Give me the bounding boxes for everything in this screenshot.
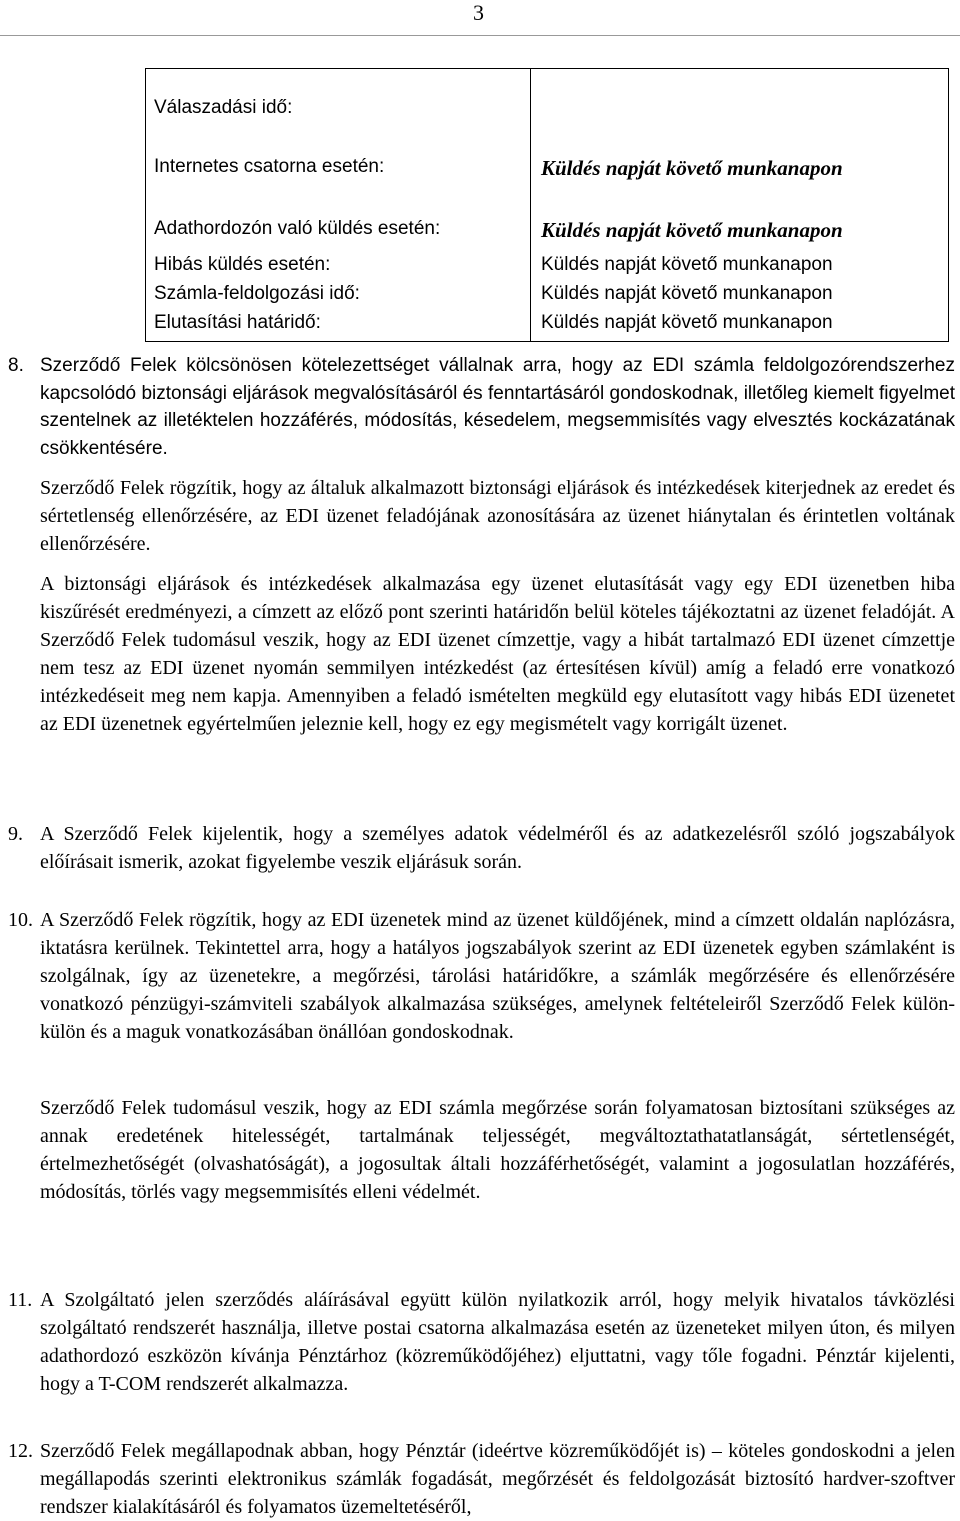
table-label: Hibás küldés esetén:	[154, 254, 331, 275]
table-label: Internetes csatorna esetén:	[154, 156, 385, 177]
table-value: Küldés napját követő munkanapon	[541, 312, 833, 333]
paragraph: Szerződő Felek kölcsönösen kötelezettséget vállalnak arra, hogy az EDI számla feldolgozórendszerhez kapcsolódó biztonsági eljárások megvalósításáról és fenntartásáról gondoskodnak, illetőleg kiemelt figyelmet szentelnek az illetéktelen hozzáférés, módosítás, késedelem, megsemmisítés vagy elvesztés kockázatának csökkentésére.	[40, 355, 955, 459]
section-number: 9.	[8, 823, 23, 845]
table-label: Válaszadási idő:	[154, 97, 293, 118]
paragraph: Szerződő Felek tudomásul veszik, hogy az EDI számla megőrzése során folyamatosan biztosítani szükséges az annak eredetének hitelességét, tartalmának teljességét, megváltoztathatatlanságát, sértetlenségét, értelmezhetőségét (olvashatóságát), a jogosultak általi hozzáférhetőségét, valamint a jogosulatlan hozzáférés, módosítás, törlés vagy megsemmisítés elleni védelmét.	[40, 1097, 955, 1203]
table-value: Küldés napját követő munkanapon	[541, 283, 833, 304]
response-time-table	[145, 68, 949, 342]
table-row	[146, 218, 948, 248]
table-value: Küldés napját követő munkanapon	[541, 254, 833, 275]
table-label: Adathordozón való küldés esetén:	[154, 218, 441, 239]
table-row	[146, 283, 948, 313]
table-label: Elutasítási határidő:	[154, 312, 321, 333]
section-number: 11.	[8, 1289, 33, 1311]
page-number: 3	[473, 0, 484, 25]
section-number: 10.	[8, 909, 33, 931]
table-value: Küldés napját követő munkanapon	[541, 218, 843, 242]
table-row	[146, 97, 948, 127]
paragraph: A Szerződő Felek kijelentik, hogy a személyes adatok védelméről és az adatkezelésről szóló jogszabályok előírásait ismerik, azokat figyelembe veszik eljárásuk során.	[40, 823, 955, 873]
section-number: 12.	[8, 1440, 33, 1462]
section-number: 8.	[8, 355, 24, 376]
paragraph: A Szerződő Felek rögzítik, hogy az EDI üzenetek mind az üzenet küldőjének, mind a címzett oldalán naplózásra, iktatásra kerülnek. Tekintettel arra, hogy a hatályos jogszabályok szerint az EDI üzenetek egyben számlaként is szolgálnak, így az üzenetekre, a megőrzési, tárolási határidőkre, a számlák megőrzésére és ellenőrzésére vonatkozó pénzügyi-számviteli szabályok alkalmazása szükséges, amelynek feltételeiről Szerződő Felek külön-külön és a maguk vonatkozásában önállóan gondoskodnak.	[40, 909, 955, 1043]
table-row	[146, 254, 948, 284]
header-rule	[0, 35, 960, 36]
table-row	[146, 156, 948, 186]
paragraph: Szerződő Felek rögzítik, hogy az általuk alkalmazott biztonsági eljárások és intézkedések kiterjednek az eredet és sértetlenség ellenőrzésére, az EDI üzenet feladójának azonosítására az üzenet hiánytalan és érintetlen voltának ellenőrzésére.	[40, 477, 955, 555]
paragraph: Szerződő Felek megállapodnak abban, hogy Pénztár (ideértve közreműködőjét is) – köteles gondoskodni a jelen megállapodás szerinti elektronikus számlák fogadását, megőrzését és feldolgozását biztosító hardver-szoftver rendszer kialakításáról és folyamatos üzemeltetéséről,	[40, 1440, 955, 1518]
table-value: Küldés napját követő munkanapon	[541, 156, 843, 180]
paragraph: A biztonsági eljárások és intézkedések alkalmazása egy üzenet elutasítását vagy egy EDI üzenetben hiba kiszűrését eredményezi, a címzett az előző pont szerinti határidőn belül köteles tájékoztatni az üzenet feladóját. A Szerződő Felek tudomásul veszik, hogy az EDI üzenet címzettje, vagy a hibát tartalmazó EDI üzenet címzettje nem tesz az EDI üzenet nyomán semmilyen intézkedést (az értesítésen kívül) amíg a feladó erre vonatkozó intézkedéseit meg nem kapja. Amennyiben a feladó ismételten megküld egy elutasított vagy hibás EDI üzenetet az EDI üzenetnek egyértelműen jeleznie kell, hogy ez egy megismételt vagy korrigált üzenet.	[40, 573, 955, 735]
table-label: Számla-feldolgozási idő:	[154, 283, 360, 304]
paragraph: A Szolgáltató jelen szerződés aláírásával együtt külön nyilatkozik arról, hogy melyik hivatalos távközlési szolgáltató rendszerét használja, illetve postai csatorna alkalmazása esetén az üzeneteket milyen úton, és milyen adathordozó eszközön kívánja Pénztárhoz (közreműködőjéhez) eljuttatni, vagy tőle fogadni. Pénztár kijelenti, hogy a T-COM rendszerét alkalmazza.	[40, 1289, 955, 1395]
table-row	[146, 312, 948, 342]
